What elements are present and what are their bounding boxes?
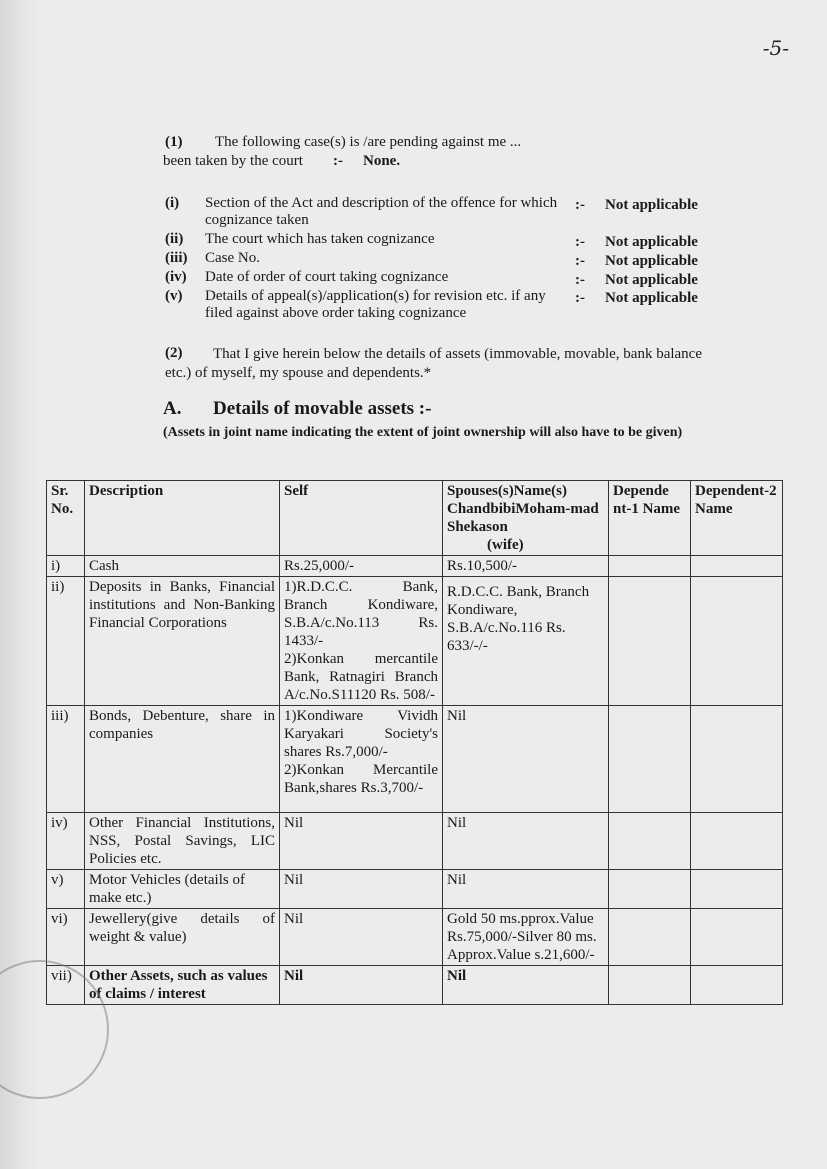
cell-dependent-1 [609, 706, 691, 813]
table-row [47, 706, 783, 813]
cell-spouse: Nil [443, 966, 609, 1005]
item-text: Case No. [205, 250, 260, 266]
cell-sr: vi) [47, 909, 85, 966]
item-value: Not applicable [605, 197, 698, 213]
table-row [47, 577, 783, 706]
cell-spouse: Nil [443, 870, 609, 909]
table-header-row [47, 481, 783, 556]
cell-sr: vii) [47, 966, 85, 1005]
cell-dependent-2 [691, 966, 783, 1005]
item-num: (iii) [165, 250, 188, 266]
header-self: Self [280, 481, 443, 556]
item-num: (ii) [165, 231, 184, 247]
para-1-sep: :- [333, 153, 343, 169]
para-1-num: (1) [165, 134, 183, 150]
para-2-text: That I give herein below the details of assets (immovable, movable, bank balance etc.) of myself, my spouse and dependents.* [165, 346, 703, 381]
cell-dependent-2 [691, 870, 783, 909]
item-text: The court which has taken cognizance [205, 231, 435, 247]
cell-dependent-1 [609, 909, 691, 966]
table-row [47, 813, 783, 870]
section-letter: A. [163, 398, 182, 419]
item-text: Date of order of court taking cognizance [205, 269, 449, 285]
header-dependent-1: Depende nt-1 Name [609, 481, 691, 556]
cell-spouse: R.D.C.C. Bank, Branch Kondiware, S.B.A/c.No.116 Rs. 633/-/- [443, 577, 609, 706]
item-sep: :- [575, 197, 585, 213]
item-sep: :- [575, 234, 585, 250]
table-row [47, 909, 783, 966]
item-text: Section of the Act and description of the offence for which cognizance taken [205, 195, 558, 228]
section-title: Details of movable assets :- [213, 398, 432, 419]
item-num: (i) [165, 195, 180, 211]
self-entry-2: 2)Konkan Mercantile Bank,shares Rs.3,700/- [284, 762, 438, 796]
cell-self: Nil [280, 813, 443, 870]
self-entry-1: 1)Kondiware Vividh Karyakari Society's shares Rs.7,000/- [284, 708, 438, 760]
cell-self [280, 706, 443, 813]
cell-self: Rs.25,000/- [280, 556, 443, 577]
cell-dependent-1 [609, 813, 691, 870]
cell-self: Nil [280, 909, 443, 966]
table-row [47, 556, 783, 577]
page-number: -5- [762, 36, 789, 60]
cell-spouse: Nil [443, 813, 609, 870]
cell-description: Motor Vehicles (details of make etc.) [85, 870, 280, 909]
item-num: (iv) [165, 269, 187, 285]
header-spouse [443, 481, 609, 556]
cell-sr: ii) [47, 577, 85, 706]
cell-self: Nil [280, 966, 443, 1005]
cell-sr: i) [47, 556, 85, 577]
para-1-text: The following case(s) is /are pending against me ... [215, 134, 522, 150]
item-sep: :- [575, 253, 585, 269]
item-text: Details of appeal(s)/application(s) for revision etc. if any filed against above order taking cognizance [205, 288, 546, 321]
item-sep: :- [575, 290, 585, 306]
cell-sr: iv) [47, 813, 85, 870]
item-sep: :- [575, 272, 585, 288]
cell-self: Nil [280, 870, 443, 909]
spouse-name: Spouses(s)Name(s) ChandbibiMoham-mad Shekason [447, 483, 599, 535]
cell-dependent-1 [609, 577, 691, 706]
para-1-value: None. [363, 153, 401, 169]
section-note: (Assets in joint name indicating the extent of joint ownership will also have to be given) [163, 425, 683, 440]
cell-description: Other Financial Institutions, NSS, Postal Savings, LIC Policies etc. [85, 813, 280, 870]
cell-dependent-1 [609, 966, 691, 1005]
cell-dependent-2 [691, 909, 783, 966]
cell-dependent-2 [691, 577, 783, 706]
item-value: Not applicable [605, 290, 698, 306]
item-value: Not applicable [605, 253, 698, 269]
self-entry-2: 2)Konkan mercantile Bank, Ratnagiri Branch A/c.No.S11120 Rs. 508/- [284, 651, 438, 703]
header-description: Description [85, 481, 280, 556]
cell-dependent-1 [609, 556, 691, 577]
header-sr: Sr. No. [47, 481, 85, 556]
cell-dependent-1 [609, 870, 691, 909]
cell-dependent-2 [691, 706, 783, 813]
cell-dependent-2 [691, 556, 783, 577]
cell-sr: iii) [47, 706, 85, 813]
item-num: (v) [165, 288, 183, 304]
cell-description: Other Assets, such as values of claims / interest [85, 966, 280, 1005]
cell-spouse: Rs.10,500/- [443, 556, 609, 577]
table-row [47, 966, 783, 1005]
para-2-num: (2) [165, 345, 183, 361]
cell-description: Deposits in Banks, Financial institutions and Non-Banking Financial Corporations [85, 577, 280, 706]
item-value: Not applicable [605, 272, 698, 288]
cell-description: Jewellery(give details of weight & value) [85, 909, 280, 966]
cell-spouse: Nil [443, 706, 609, 813]
cell-dependent-2 [691, 813, 783, 870]
cell-self [280, 577, 443, 706]
table-row [47, 870, 783, 909]
para-1-text2: been taken by the court [163, 153, 303, 169]
self-entry-1: 1)R.D.C.C. Bank, Branch Kondiware, S.B.A/c.No.113 Rs. 1433/- [284, 579, 438, 649]
cell-description: Bonds, Debenture, share in companies [85, 706, 280, 813]
cell-sr: v) [47, 870, 85, 909]
spouse-relation: (wife) [487, 537, 524, 553]
cell-description: Cash [85, 556, 280, 577]
cell-spouse: Gold 50 ms.pprox.Value Rs.75,000/-Silver 80 ms. Approx.Value s.21,600/- [443, 909, 609, 966]
header-dependent-2: Dependent-2 Name [691, 481, 783, 556]
movable-assets-table [46, 480, 783, 1005]
item-value: Not applicable [605, 234, 698, 250]
